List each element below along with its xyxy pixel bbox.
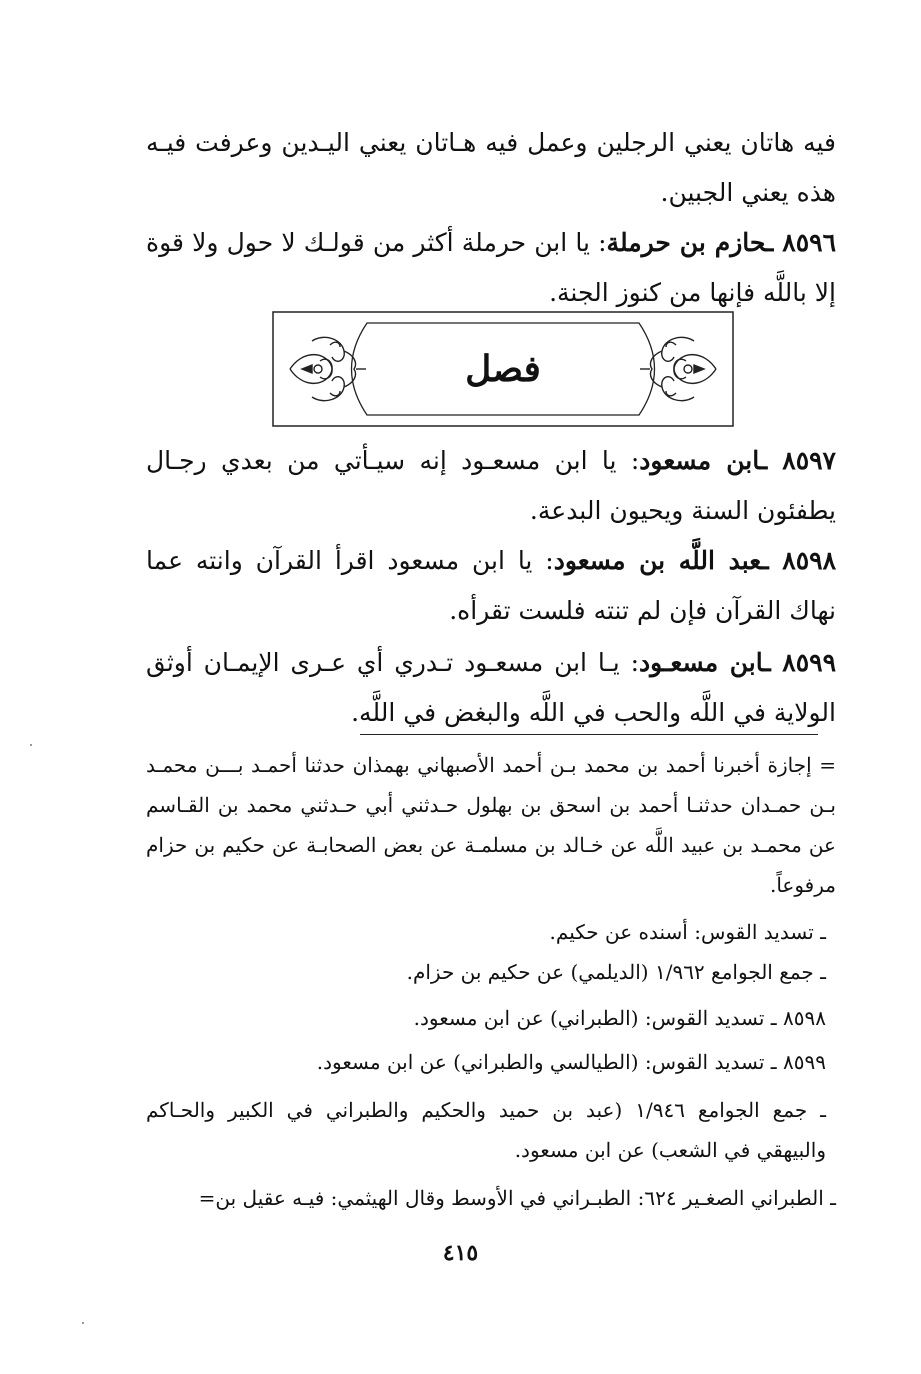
page-number: ٤١٥	[442, 1240, 479, 1266]
footnote-text: = إجازة أخبرنا أحمد بن محمد بـن أحمد الأصبهاني بهمذان حدثنا أحمـد بـــن محمـد بـن حمـدان حدثنـا أحمد بن اسحق بن بهلول حـدثني أبي حـدثني محمد بن القـاسم عن محمـد بن عبيد اللَّه عن خـالد بن مسلمـة عن بعض الصحابـة عن حكيم بن حزام مرفوعاً.	[146, 753, 836, 897]
hadith-8597	[146, 436, 836, 536]
footnote-line: ـ الطبراني الصغـير ٦٢٤: الطبـراني في الأوسط وقال الهيثمي: فيـه عقيل بن=	[198, 1186, 836, 1210]
hadith-8598	[146, 536, 836, 636]
hadith-8599	[146, 638, 836, 738]
footnote-text: ـ جمع الجوامع ١/٩٤٦ (عبد بن حميد والحكيم والطبراني في الكبير والحـاكم والبيهقي في الشعب) عن ابن مسعود.	[146, 1098, 826, 1162]
hadith-number: ٨٥٩٨ ـ	[761, 546, 837, 575]
footnote-line	[146, 1090, 826, 1170]
hadith-number: ٨٥٩٧ ـ	[759, 446, 836, 475]
section-heading: فصل	[465, 348, 541, 390]
paragraph-text: فيه هاتان يعني الرجلين وعمل فيه هـاتان يعني اليـدين وعرفت فيـه هذه يعني الجبين.	[146, 128, 836, 207]
footnote-separator	[360, 734, 818, 735]
hadith-text: : يا ابن مسعـود إنه سيـأتي من بعدي رجـال يطفئون السنة ويحيون البدعة.	[146, 446, 836, 525]
scan-speck	[30, 744, 32, 746]
hadith-text: : يا ابن حرملة أكثر من قولـك لا حول ولا قوة إلا باللَّه فإنها من كنوز الجنة.	[146, 228, 836, 307]
footnote-line: ـ تسديد القوس: أسنده عن حكيم.	[549, 920, 826, 944]
narrator-name: عبد اللَّه بن مسعود	[553, 546, 762, 575]
section-heading-frame	[272, 311, 734, 427]
hadith-8596	[146, 218, 836, 318]
narrator-name: ابن مسعود	[639, 446, 760, 475]
paragraph-continuation	[146, 118, 836, 218]
footnote-chain	[146, 745, 836, 905]
hadith-text: : يا ابن مسعود اقرأ القرآن وانته عما نهاك القرآن فإن لم تنته فلست تقرأه.	[146, 546, 836, 625]
footnote-line: ٨٥٩٨ ـ تسديد القوس: (الطبراني) عن ابن مسعود.	[413, 1006, 826, 1030]
hadith-number: ٨٥٩٩ ـ	[763, 648, 836, 677]
narrator-name: ابن مسعـود	[639, 648, 764, 677]
scan-speck	[82, 1322, 84, 1324]
footnote-line: ٨٥٩٩ ـ تسديد القوس: (الطيالسي والطبراني) عن ابن مسعود.	[316, 1050, 826, 1074]
footnote-line: ـ جمع الجوامع ١/٩٦٢ (الديلمي) عن حكيم بن حزام.	[406, 960, 826, 984]
narrator-name: حازم بن حرملة	[606, 228, 767, 257]
hadith-number: ٨٥٩٦ ـ	[766, 228, 837, 257]
hadith-text: : يـا ابن مسعـود تـدري أي عـرى الإيمـان أوثق الولاية في اللَّه والحب في اللَّه والبغض في اللَّه.	[146, 648, 836, 727]
